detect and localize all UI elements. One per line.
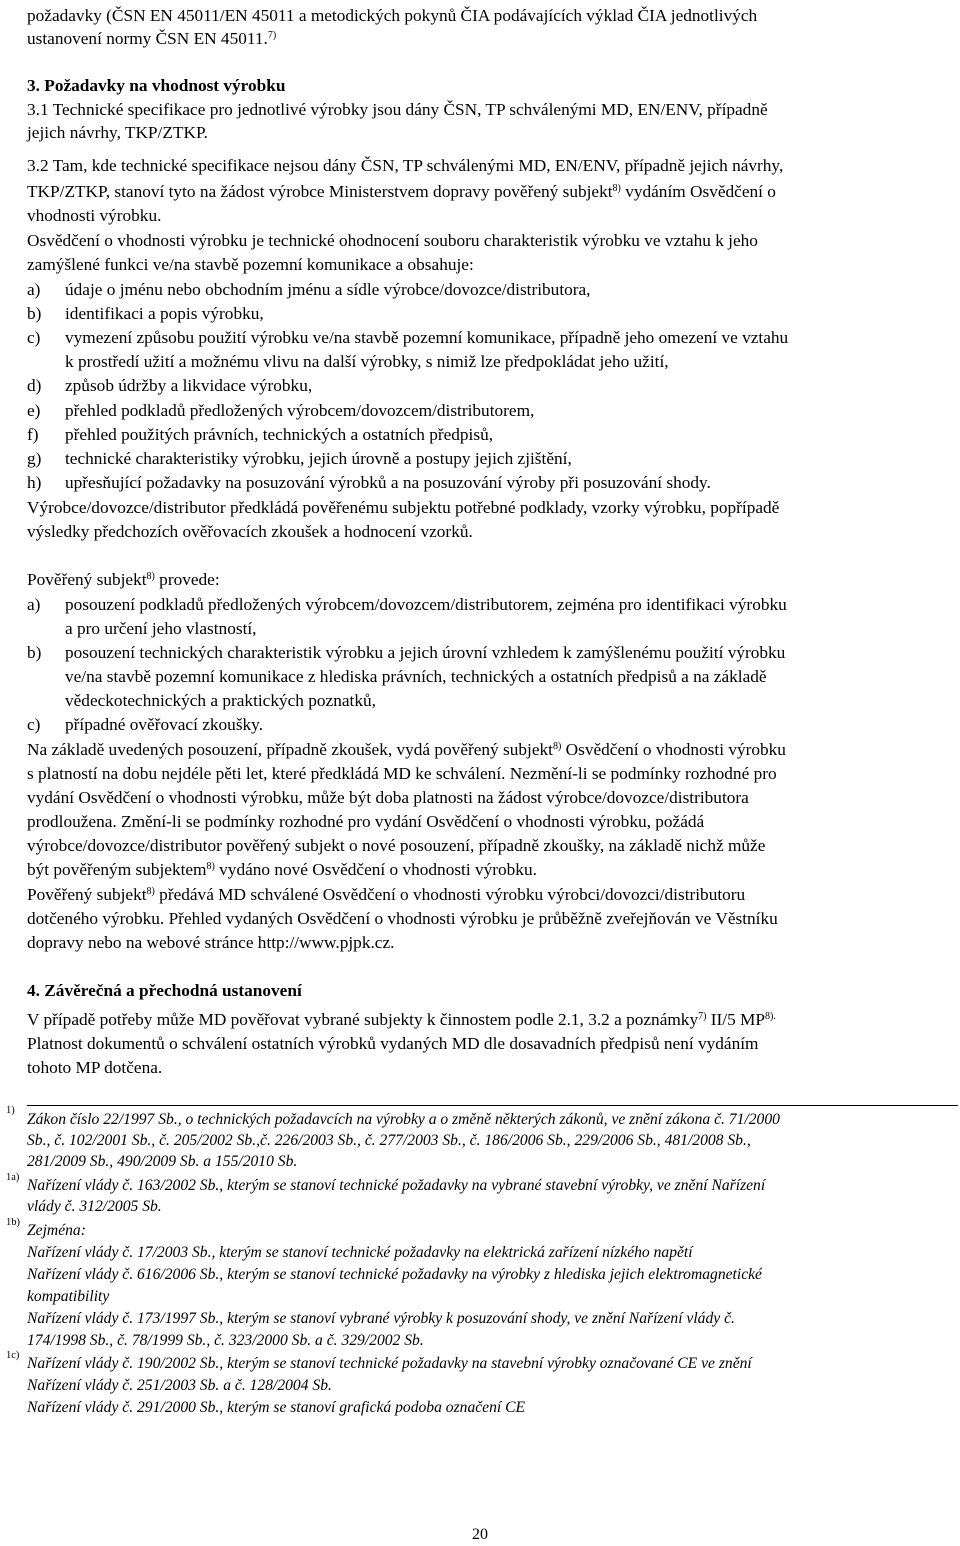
footnote-mark: 1a) [6,1172,20,1183]
footnote-divider [27,1105,958,1106]
paragraph-3-2-line: vhodnosti výrobku. [27,206,162,225]
footnote-ref: 7) [267,30,277,41]
footnote-line: 281/2009 Sb., 490/2009 Sb. a 155/2010 Sb. [27,1153,298,1170]
footnote-line: Nařízení vlády č. 17/2003 Sb., kterým se stanoví technické požadavky na elektrická zařízení nízkého napětí [27,1244,693,1261]
footnote-line: vlády č. 312/2005 Sb. [27,1198,162,1215]
section-3-heading: 3. Požadavky na vhodnost výrobku [27,76,286,95]
footnote-ref: 7) [698,1011,707,1022]
na-zaklade-line: výrobce/dovozce/distributor pověřený subjekt o nové posouzení, případně zkoušky, na základě nichž může [27,836,766,855]
list-item: f) přehled použitých právních, technických a ostatních předpisů, [27,425,494,444]
paragraph-3-2-line: 3.2 Tam, kde technické specifikace nejsou dány ČSN, TP schválenými MD, EN/ENV, případně jejich návrhy, [27,156,784,175]
section-4-line: V případě potřeby může MD pověřovat vybrané subjekty k činnostem podle 2.1, 3.2 a poznámky$^{7)}$ II/5 $MP^{8).}$ [27,1010,776,1029]
footnote-line: 174/1998 Sb., č. 78/1999 Sb., č. 323/2000 Sb. a č. 329/2002 Sb. [27,1332,424,1349]
osvedceni-line: Osvědčení o vhodnosti výrobku je technické ohodnocení souboru charakteristik výrobku ve vztahu k jeho [27,231,758,250]
na-zaklade-line: Na základě uvedených posouzení, případně zkoušek, vydá pověřený subjekt$^{8)}$ Osvědčení o vhodnosti výrobku [27,740,786,759]
list-item: d) způsob údržby a likvidace výrobku, [27,376,313,395]
na-zaklade-line: být pověřeným subjektem$^{8)}$ vydáno nové Osvědčení o vhodnosti výrobku. [27,860,537,879]
vyrobce-line: Výrobce/dovozce/distributor předkládá pověřenému subjektu potřebné podklady, vzorky výrobku, popřípadě [27,498,780,517]
vyrobce-line: výsledky předchozích ověřovacích zkoušek a hodnocení vzorků. [27,522,473,541]
footnote-line: Nařízení vlády č. 173/1997 Sb., kterým se stanoví vybrané výrobky k posuzování shody, ve znění Nařízení vlády č. [27,1310,735,1327]
list-item-continuation: k prostředí užití a možnému vlivu na další výrobky, s nimiž lze předpokládat jeho užití, [65,352,669,371]
footnote-line: Nařízení vlády č. 616/2006 Sb., kterým se stanoví technické požadavky na výrobky z hlediska jejich elektromagnetické [27,1266,762,1283]
paragraph-3-2-line: TKP/ZTKP, stanoví tyto na žádost výrobce Ministerstvem dopravy pověřený subjekt$^{8)}$ vydáním Osvědčení o [27,182,776,201]
povereny-item-continuation: ve/na stavbě pozemní komunikace z hlediska právních, technických a ostatních předpisů a na základě [65,667,767,686]
footnote-mark: 1) [6,1105,15,1116]
section-4-line: tohoto MP dotčena. [27,1058,163,1077]
footnote-line: kompatibility [27,1288,110,1305]
predava-line: Pověřený subjekt$^{8)}$ předává MD schválené Osvědčení o vhodnosti výrobku výrobci/dovozci/distributoru [27,885,746,904]
footnote-ref: 8) [206,861,215,872]
section-4-heading: 4. Závěrečná a přechodná ustanovení [27,981,302,1000]
list-item: g) technické charakteristiky výrobku, jejich úrovně a postupy jejich zjištění, [27,449,572,468]
footnote-line: Sb., č. 102/2001 Sb., č. 205/2002 Sb.,č. 226/2003 Sb., č. 277/2003 Sb., č. 186/2006 Sb., 229/2006 Sb., 481/2008 Sb., [27,1132,751,1149]
footnote-line: Nařízení vlády č. 163/2002 Sb., kterým se stanoví technické požadavky na vybrané stavební výrobky, ve znění Nařízení [27,1177,766,1194]
na-zaklade-line: s platností na dobu nejdéle pěti let, které předkládá MD ke schválení. Nezmění-li se podmínky rozhodné pro [27,764,777,783]
povereny-lead: Pověřený subjekt$^{8)}$ provede: [27,570,220,589]
list-item: a) údaje o jménu nebo obchodním jménu a sídle výrobce/dovozce/distributora, [27,280,591,299]
footnote-line: Nařízení vlády č. 291/2000 Sb., kterým se stanoví grafická podoba označení CE [27,1399,526,1416]
page-number: 20 [472,1526,488,1543]
na-zaklade-line: vydání Osvědčení o vhodnosti výrobku, může být doba platnosti na žádost výrobce/dovozce/distributora [27,788,749,807]
povereny-item-continuation: vědeckotechnických a praktických poznatků, [65,691,376,710]
list-item: b) identifikaci a popis výrobku, [27,304,264,323]
predava-line: dopravy nebo na webové stránce http://www.pjpk.cz. [27,933,395,952]
list-item: e) přehled podkladů předložených výrobcem/dovozcem/distributorem, [27,401,535,420]
footnote-mark: 1c) [6,1350,20,1361]
intro-line: ustanovení normy ČSN EN 45011.$^{7)}$ [27,29,277,48]
povereny-item-continuation: a pro určení jeho vlastností, [65,619,257,638]
povereny-item: b) posouzení technických charakteristik výrobku a jejich úrovní vzhledem k zamýšlenému použití výrobku [27,643,786,662]
footnote-line: Zejména: [27,1222,86,1239]
footnote-ref: 8) [146,571,155,582]
list-item: c) vymezení způsobu použití výrobku ve/na stavbě pozemní komunikace, případně jeho omezení ve vztahu [27,328,789,347]
intro-line: požadavky (ČSN EN 45011/EN 45011 a metodických pokynů ČIA podávajících výklad ČIA jednotlivých [27,6,758,25]
footnote-line: Nařízení vlády č. 190/2002 Sb., kterým se stanoví technické požadavky na stavební výrobky označované CE ve znění [27,1355,752,1372]
footnote-line: Nařízení vlády č. 251/2003 Sb. a č. 128/2004 Sb. [27,1377,332,1394]
povereny-item: c) případné ověřovací zkoušky. [27,715,264,734]
osvedceni-line: zamýšlené funkci ve/na stavbě pozemní komunikace a obsahuje: [27,255,474,274]
footnote-ref: 8). [765,1011,776,1022]
na-zaklade-line: prodloužena. Změní-li se podmínky rozhodné pro vydání Osvědčení o vhodnosti výrobku, požádá [27,812,705,831]
povereny-item: a) posouzení podkladů předložených výrobcem/dovozcem/distributorem, zejména pro identifikaci výrobku [27,595,787,614]
paragraph-3-1-line: jejich návrhy, TKP/ZTKP. [27,123,208,142]
footnote-ref: 8) [146,886,155,897]
paragraph-3-1-line: 3.1 Technické specifikace pro jednotlivé výrobky jsou dány ČSN, TP schválenými MD, EN/ENV, případně [27,100,768,119]
list-item: h) upřesňující požadavky na posuzování výrobků a na posuzování výroby při posuzování shody. [27,473,711,492]
predava-line: dotčeného výrobku. Přehled vydaných Osvědčení o vhodnosti výrobku je průběžně zveřejňován ve Věstníku [27,909,778,928]
footnote-ref: 8) [612,183,621,194]
footnote-line: Zákon číslo 22/1997 Sb., o technických požadavcích na výrobky a o změně některých zákonů, ve znění zákona č. 71/2000 [27,1111,780,1128]
footnote-ref: 8) [552,741,562,752]
footnote-mark: 1b) [6,1217,20,1228]
section-4-line: Platnost dokumentů o schválení ostatních výrobků vydaných MD dle dosavadních předpisů není vydáním [27,1034,759,1053]
